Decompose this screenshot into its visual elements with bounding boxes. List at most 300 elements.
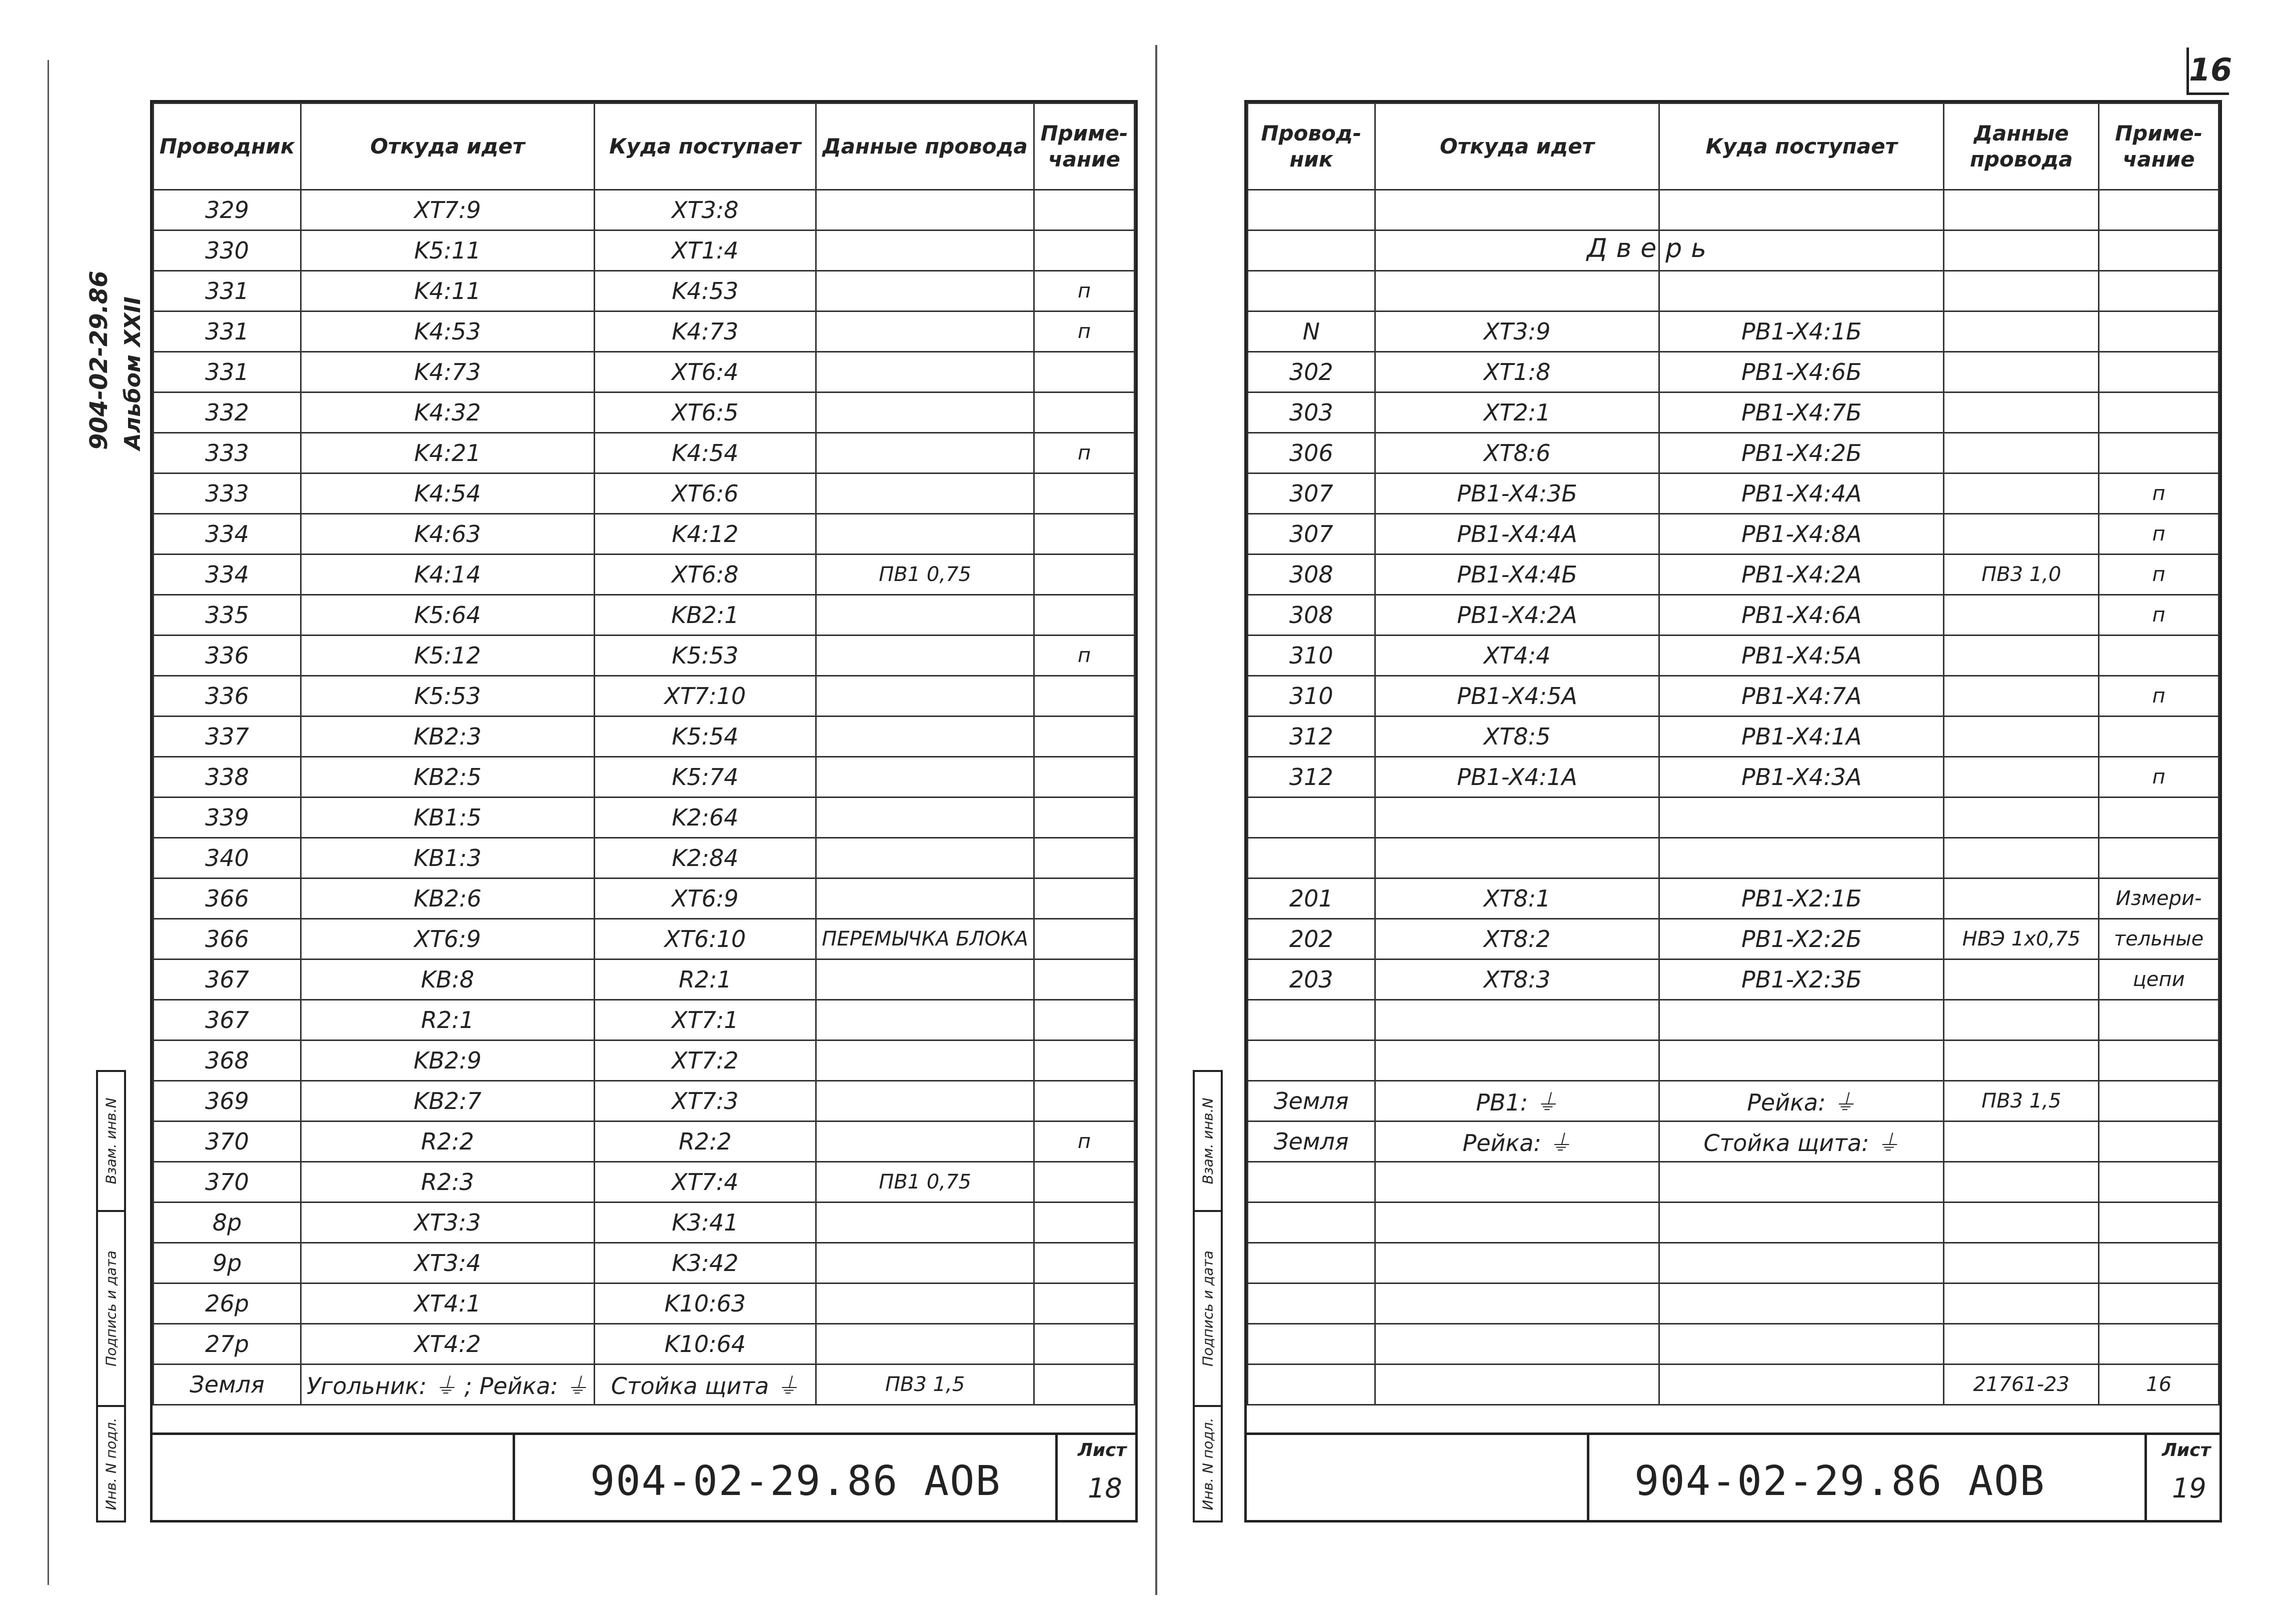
table-row: [154, 676, 1135, 716]
doc-code: 904-02-29.86 АОВ: [590, 1458, 1001, 1505]
cell-to: PB1-X2:1Б: [1659, 878, 1944, 919]
cell-from: XT6:9: [301, 919, 595, 960]
sheet-number: 18: [1088, 1472, 1122, 1504]
cell-wire-data: [816, 1081, 1034, 1122]
cell-from: XT1:8: [1375, 352, 1659, 392]
cell-wire-data: [1944, 433, 2099, 474]
cell-note: [1034, 1162, 1134, 1202]
right-title-block: [1247, 1432, 2219, 1520]
stamp-label: Подпись и дата: [103, 1250, 120, 1366]
cell-wire-data: [1944, 1122, 2099, 1162]
cell-conductor: 367: [154, 1000, 301, 1040]
cell-wire-data: [1944, 474, 2099, 514]
cell-from: [1375, 838, 1659, 878]
cell-note: п: [2099, 676, 2219, 716]
cell-from: XT7:9: [301, 190, 595, 230]
cell-note: [1034, 474, 1134, 514]
cell-conductor: 337: [154, 716, 301, 757]
table-row: [1248, 1284, 2219, 1324]
table-row: [1248, 636, 2219, 676]
cell-note: [1034, 1364, 1134, 1405]
cell-note: п: [1034, 1122, 1134, 1162]
cell-from: KB2:6: [301, 878, 595, 919]
sheet-label: Лист: [2162, 1440, 2211, 1460]
cell-conductor: [1248, 271, 1375, 312]
table-row: [154, 878, 1135, 919]
cell-conductor: 338: [154, 757, 301, 798]
cell-to: XT6:9: [594, 878, 816, 919]
cell-wire-data: [1944, 878, 2099, 919]
cell-to: XT7:3: [594, 1081, 816, 1122]
cell-to: [1659, 1000, 1944, 1040]
cell-conductor: 368: [154, 1040, 301, 1081]
cell-conductor: 334: [154, 514, 301, 554]
cell-from: XT4:4: [1375, 636, 1659, 676]
cell-to: XT7:2: [594, 1040, 816, 1081]
cell-note: [2099, 433, 2219, 474]
cell-wire-data: [816, 798, 1034, 838]
cell-from: PB1-X4:1A: [1375, 757, 1659, 798]
cell-to: K3:41: [594, 1202, 816, 1243]
table-row: [154, 1364, 1135, 1405]
table-row: [1248, 230, 2219, 271]
cell-to: PB1-X4:1A: [1659, 716, 1944, 757]
table-row: [154, 1284, 1135, 1324]
cell-note: [1034, 1324, 1134, 1364]
cell-to: PB1-X4:5A: [1659, 636, 1944, 676]
cell-to: K5:54: [594, 716, 816, 757]
cell-from: KB:8: [301, 960, 595, 1000]
cell-from: [1375, 1000, 1659, 1040]
cell-conductor: [1248, 1162, 1375, 1202]
cell-conductor: [1248, 230, 1375, 271]
cell-from: PB1-X4:2A: [1375, 595, 1659, 636]
table-row: [154, 636, 1135, 676]
table-row: [154, 1000, 1135, 1040]
cell-note: [1034, 676, 1134, 716]
cell-note: [1034, 1081, 1134, 1122]
cell-conductor: 370: [154, 1122, 301, 1162]
cell-to: K4:12: [594, 514, 816, 554]
table-row: [1248, 960, 2219, 1000]
cell-note: [1034, 1000, 1134, 1040]
cell-from: XT2:1: [1375, 392, 1659, 433]
cell-wire-data: [816, 1040, 1034, 1081]
cell-wire-data: [816, 595, 1034, 636]
table-row: [154, 352, 1135, 392]
table-header-row: [1248, 104, 2219, 190]
cell-conductor: 367: [154, 960, 301, 1000]
cell-wire-data: [816, 190, 1034, 230]
cell-note: [2099, 716, 2219, 757]
header-wire-data: Данные провода: [816, 104, 1034, 190]
cell-note: [1034, 392, 1134, 433]
cell-from: KB2:5: [301, 757, 595, 798]
table-row: [1248, 312, 2219, 352]
table-row: [154, 716, 1135, 757]
cell-to: XT7:4: [594, 1162, 816, 1202]
cell-to: K4:73: [594, 312, 816, 352]
cell-wire-data: [1944, 798, 2099, 838]
cell-to: PB1-X4:8A: [1659, 514, 1944, 554]
cell-to: Стойка щита: ⏚: [1659, 1122, 1944, 1162]
cell-wire-data: [816, 960, 1034, 1000]
table-row: [1248, 352, 2219, 392]
binding-line: [1155, 45, 1157, 1595]
cell-note: [1034, 1202, 1134, 1243]
table-row: [1248, 1040, 2219, 1081]
cell-from: Угольник: ⏚ ; Рейка: ⏚: [301, 1364, 595, 1405]
cell-from: K4:21: [301, 433, 595, 474]
cell-conductor: [1248, 1324, 1375, 1364]
cell-wire-data: [1944, 312, 2099, 352]
cell-from: PB1: ⏚: [1375, 1081, 1659, 1122]
cell-wire-data: [1944, 514, 2099, 554]
table-row: [154, 392, 1135, 433]
table-row: [154, 798, 1135, 838]
cell-from: XT3:4: [301, 1243, 595, 1284]
cell-wire-data: [1944, 190, 2099, 230]
cell-note: цепи: [2099, 960, 2219, 1000]
cell-wire-data: [1944, 392, 2099, 433]
table-row: [1248, 474, 2219, 514]
cell-conductor: 332: [154, 392, 301, 433]
cell-wire-data: [816, 312, 1034, 352]
cell-conductor: 333: [154, 474, 301, 514]
cell-note: [1034, 878, 1134, 919]
cell-note: [1034, 757, 1134, 798]
cell-wire-data: [1944, 636, 2099, 676]
cell-to: XT3:8: [594, 190, 816, 230]
stamp-label: Взам. инв.N: [103, 1098, 120, 1184]
header-to: Куда поступает: [594, 104, 816, 190]
left-wire-table: [153, 102, 1135, 1406]
cell-wire-data: [816, 230, 1034, 271]
table-row: [154, 757, 1135, 798]
table-row: [154, 960, 1135, 1000]
cell-note: [2099, 1162, 2219, 1202]
cell-to: [1659, 1162, 1944, 1202]
cell-to: K2:84: [594, 838, 816, 878]
table-row: [1248, 1000, 2219, 1040]
cell-to: K5:53: [594, 636, 816, 676]
cell-to: PB1-X4:3A: [1659, 757, 1944, 798]
cell-to: KB2:1: [594, 595, 816, 636]
table-row: [1248, 716, 2219, 757]
table-row: [1248, 271, 2219, 312]
table-row: [154, 554, 1135, 595]
cell-note: [1034, 230, 1134, 271]
cell-to: [1659, 271, 1944, 312]
cell-wire-data: [816, 474, 1034, 514]
cell-conductor: 339: [154, 798, 301, 838]
cell-note: [1034, 1040, 1134, 1081]
cell-wire-data: ПВ3 1,5: [816, 1364, 1034, 1405]
cell-conductor: 27р: [154, 1324, 301, 1364]
cell-to: PB1-X4:2Б: [1659, 433, 1944, 474]
stamp-label: Взам. инв.N: [1199, 1098, 1216, 1184]
cell-from: XT8:5: [1375, 716, 1659, 757]
cell-conductor: [1248, 1243, 1375, 1284]
cell-from: XT8:3: [1375, 960, 1659, 1000]
cell-wire-data: [816, 716, 1034, 757]
cell-conductor: 312: [1248, 757, 1375, 798]
sheet-number: 19: [2172, 1472, 2206, 1504]
cell-to: K4:53: [594, 271, 816, 312]
table-row: [1248, 554, 2219, 595]
cell-wire-data: [1944, 1040, 2099, 1081]
cell-from: K4:14: [301, 554, 595, 595]
cell-conductor: 369: [154, 1081, 301, 1122]
cell-to: XT6:5: [594, 392, 816, 433]
cell-wire-data: [816, 433, 1034, 474]
cell-note: [1034, 514, 1134, 554]
cell-note: [2099, 230, 2219, 271]
header-from: Откуда идет: [1375, 104, 1659, 190]
cell-conductor: 203: [1248, 960, 1375, 1000]
header-wire-data: Данные провода: [1944, 104, 2099, 190]
stamp-label: Инв. N подл.: [1199, 1418, 1216, 1510]
cell-from: K4:11: [301, 271, 595, 312]
cell-conductor: 308: [1248, 554, 1375, 595]
table-row: [154, 190, 1135, 230]
cell-to: XT6:6: [594, 474, 816, 514]
cell-from: [1375, 1243, 1659, 1284]
cell-to: Рейка: ⏚: [1659, 1081, 1944, 1122]
cell-note: [1034, 554, 1134, 595]
cell-from: [1375, 1040, 1659, 1081]
cell-wire-data: [1944, 716, 2099, 757]
cell-conductor: 202: [1248, 919, 1375, 960]
header-note: Приме-чание: [1034, 104, 1134, 190]
cell-note: п: [1034, 271, 1134, 312]
cell-from: XT8:6: [1375, 433, 1659, 474]
cell-from: XT8:1: [1375, 878, 1659, 919]
table-row: [154, 1202, 1135, 1243]
cell-conductor: 330: [154, 230, 301, 271]
cell-to: Стойка щита ⏚: [594, 1364, 816, 1405]
cell-wire-data: [816, 1122, 1034, 1162]
cell-from: K4:53: [301, 312, 595, 352]
table-row: [154, 1122, 1135, 1162]
cell-note: [1034, 595, 1134, 636]
cell-from: R2:3: [301, 1162, 595, 1202]
cell-conductor: 302: [1248, 352, 1375, 392]
cell-conductor: [1248, 190, 1375, 230]
cell-note: [2099, 271, 2219, 312]
cell-wire-data: ПВ3 1,5: [1944, 1081, 2099, 1122]
cell-wire-data: [1944, 1243, 2099, 1284]
cell-wire-data: [816, 838, 1034, 878]
table-row: [1248, 1324, 2219, 1364]
cell-from: [1375, 271, 1659, 312]
cell-note: [1034, 960, 1134, 1000]
cell-wire-data: [816, 757, 1034, 798]
table-row: [154, 838, 1135, 878]
sheet-label: Лист: [1078, 1440, 1127, 1460]
cell-note: п: [2099, 757, 2219, 798]
cell-wire-data: [1944, 1202, 2099, 1243]
cell-conductor: 329: [154, 190, 301, 230]
cell-note: п: [2099, 554, 2219, 595]
cell-conductor: N: [1248, 312, 1375, 352]
cell-from: Рейка: ⏚: [1375, 1122, 1659, 1162]
cell-to: R2:1: [594, 960, 816, 1000]
cell-note: [2099, 636, 2219, 676]
cell-from: XT4:1: [301, 1284, 595, 1324]
cell-note: 16: [2099, 1364, 2219, 1405]
cell-note: п: [1034, 433, 1134, 474]
table-row: [1248, 595, 2219, 636]
cell-conductor: 334: [154, 554, 301, 595]
cell-note: [2099, 838, 2219, 878]
cell-conductor: [1248, 1284, 1375, 1324]
cell-note: [2099, 798, 2219, 838]
cell-to: PB1-X4:2A: [1659, 554, 1944, 595]
cell-note: [1034, 798, 1134, 838]
table-row: [1248, 1162, 2219, 1202]
cell-wire-data: [1944, 676, 2099, 716]
cell-conductor: 336: [154, 636, 301, 676]
cell-note: [2099, 312, 2219, 352]
table-row: [1248, 433, 2219, 474]
cell-to: XT7:1: [594, 1000, 816, 1040]
table-row: [154, 1243, 1135, 1284]
cell-note: п: [2099, 514, 2219, 554]
cell-from: [1375, 1324, 1659, 1364]
cell-wire-data: ПВ1 0,75: [816, 1162, 1034, 1202]
cell-conductor: 310: [1248, 676, 1375, 716]
cell-wire-data: [816, 352, 1034, 392]
table-row: [154, 514, 1135, 554]
cell-conductor: 310: [1248, 636, 1375, 676]
cell-from: PB1-X4:5A: [1375, 676, 1659, 716]
table-row: [1248, 838, 2219, 878]
cell-wire-data: [1944, 960, 2099, 1000]
cell-conductor: 331: [154, 352, 301, 392]
table-row: [154, 595, 1135, 636]
cell-wire-data: [1944, 1162, 2099, 1202]
cell-note: [1034, 190, 1134, 230]
cell-to: K2:64: [594, 798, 816, 838]
cell-note: п: [1034, 312, 1134, 352]
cell-wire-data: [1944, 1000, 2099, 1040]
table-row: [1248, 190, 2219, 230]
cell-to: [1659, 798, 1944, 838]
cell-conductor: 9р: [154, 1243, 301, 1284]
cell-from: XT3:9: [1375, 312, 1659, 352]
cell-from: [1375, 1202, 1659, 1243]
cell-note: [1034, 919, 1134, 960]
cell-to: PB1-X4:6Б: [1659, 352, 1944, 392]
table-row: [154, 433, 1135, 474]
cell-from: XT3:3: [301, 1202, 595, 1243]
stamp-label: Подпись и дата: [1199, 1250, 1216, 1366]
cell-wire-data: [816, 1243, 1034, 1284]
cell-to: K3:42: [594, 1243, 816, 1284]
cell-conductor: 307: [1248, 474, 1375, 514]
cell-wire-data: ПВ3 1,0: [1944, 554, 2099, 595]
cell-note: [2099, 1243, 2219, 1284]
cell-from: K4:63: [301, 514, 595, 554]
cell-to: XT6:10: [594, 919, 816, 960]
cell-to: K10:63: [594, 1284, 816, 1324]
cell-note: [1034, 1243, 1134, 1284]
cell-note: п: [1034, 636, 1134, 676]
cell-to: PB1-X2:2Б: [1659, 919, 1944, 960]
cell-from: KB1:3: [301, 838, 595, 878]
cell-from: PB1-X4:4A: [1375, 514, 1659, 554]
cell-conductor: [1248, 838, 1375, 878]
cell-conductor: 331: [154, 271, 301, 312]
left-sheet: [150, 100, 1138, 1522]
table-row: [154, 1040, 1135, 1081]
cell-to: PB1-X4:1Б: [1659, 312, 1944, 352]
cell-conductor: 370: [154, 1162, 301, 1202]
cell-wire-data: [1944, 271, 2099, 312]
cell-to: [1659, 190, 1944, 230]
cell-note: [1034, 716, 1134, 757]
cell-wire-data: [1944, 230, 2099, 271]
cell-wire-data: ПЕРЕМЫЧКА БЛОКА: [816, 919, 1034, 960]
cell-to: [1659, 1040, 1944, 1081]
cell-wire-data: [816, 878, 1034, 919]
cell-conductor: 366: [154, 919, 301, 960]
table-row: [1248, 878, 2219, 919]
cell-note: п: [2099, 595, 2219, 636]
cell-wire-data: НВЭ 1х0,75: [1944, 919, 2099, 960]
cell-note: [2099, 352, 2219, 392]
table-row: [1248, 392, 2219, 433]
cell-conductor: 201: [1248, 878, 1375, 919]
cell-conductor: 307: [1248, 514, 1375, 554]
cell-conductor: 303: [1248, 392, 1375, 433]
cell-from: [1375, 1162, 1659, 1202]
cell-to: [1659, 1364, 1944, 1405]
cell-conductor: Земля: [1248, 1122, 1375, 1162]
cell-to: R2:2: [594, 1122, 816, 1162]
cell-to: XT1:4: [594, 230, 816, 271]
cell-to: [1659, 838, 1944, 878]
binding-edge: [48, 60, 49, 1585]
table-row: [1248, 757, 2219, 798]
cell-conductor: 8р: [154, 1202, 301, 1243]
cell-to: K10:64: [594, 1324, 816, 1364]
cell-note: [2099, 1000, 2219, 1040]
cell-conductor: 340: [154, 838, 301, 878]
cell-from: PB1-X4:3Б: [1375, 474, 1659, 514]
left-title-block: [153, 1432, 1135, 1520]
margin-album: Альбом XXII: [120, 296, 146, 450]
cell-conductor: 366: [154, 878, 301, 919]
cell-note: [1034, 352, 1134, 392]
table-row: [154, 271, 1135, 312]
cell-wire-data: [816, 676, 1034, 716]
cell-to: XT6:8: [594, 554, 816, 595]
stamp-right: [1193, 1070, 1223, 1522]
cell-conductor: 26р: [154, 1284, 301, 1324]
cell-conductor: 308: [1248, 595, 1375, 636]
cell-conductor: [1248, 1000, 1375, 1040]
cell-conductor: [1248, 1040, 1375, 1081]
table-row: [154, 1081, 1135, 1122]
cell-conductor: 331: [154, 312, 301, 352]
cell-from: K5:12: [301, 636, 595, 676]
header-conductor: Провод-ник: [1248, 104, 1375, 190]
cell-wire-data: ПВ1 0,75: [816, 554, 1034, 595]
cell-conductor: 336: [154, 676, 301, 716]
cell-conductor: 306: [1248, 433, 1375, 474]
